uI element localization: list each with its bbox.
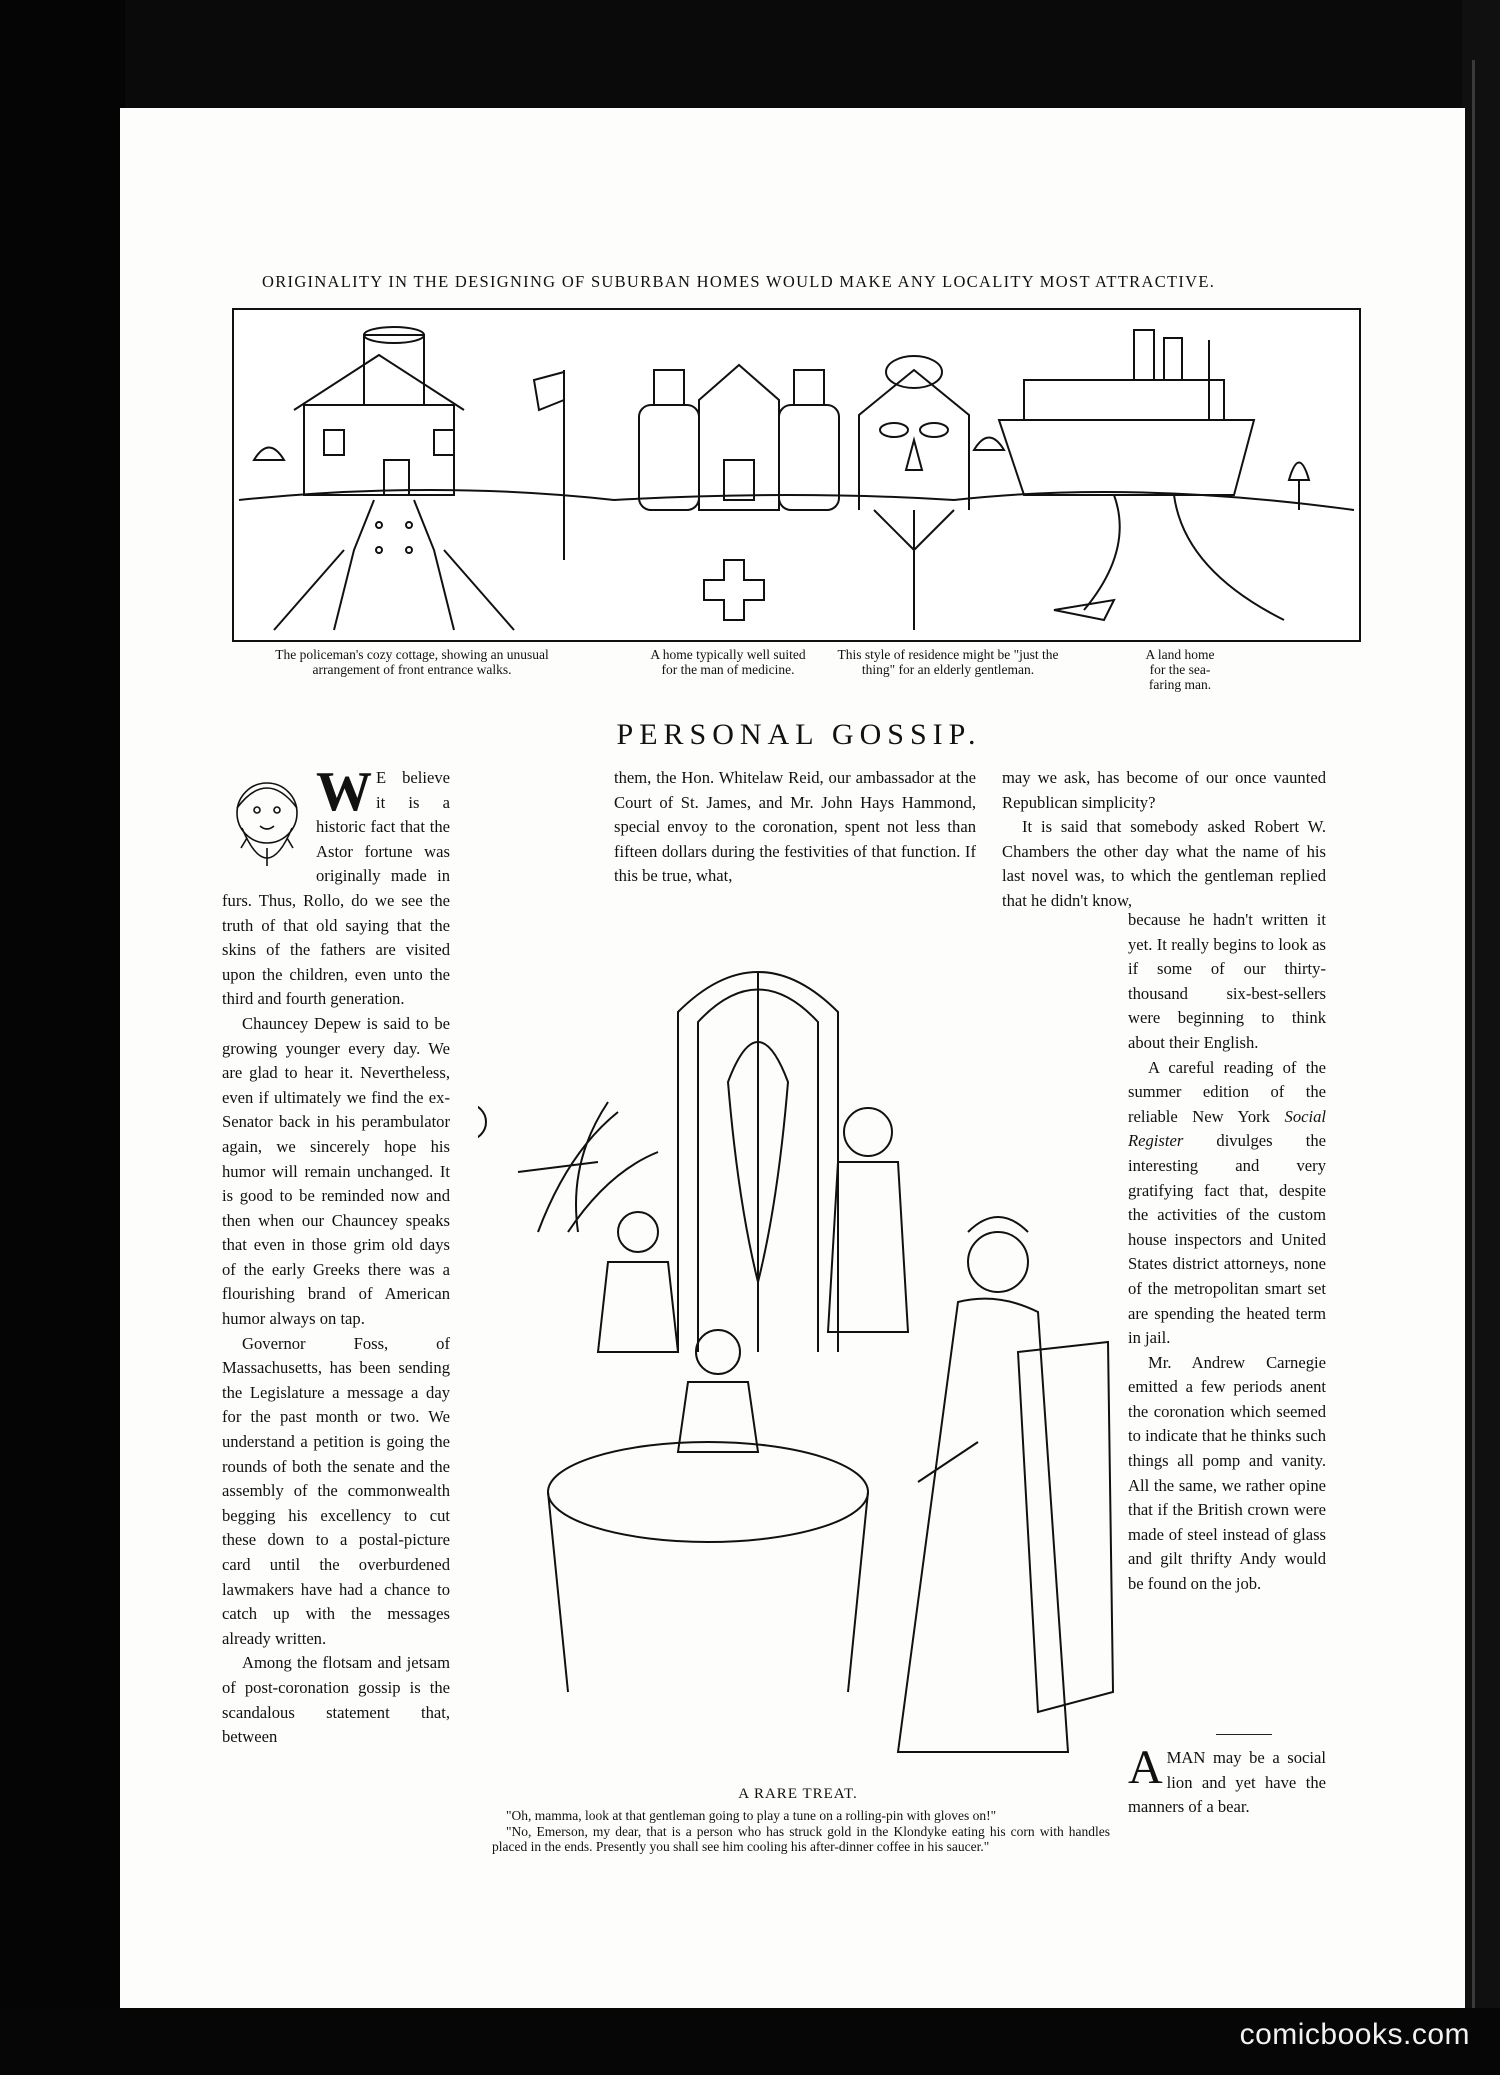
paragraph-foss: Governor Foss, of Massachusetts, has been sending the Legislature a message a day for the past month or two. We understand a petition is going the rounds of both the senate and the assembly of the commonwealth begging his excellency to cut these down to a postal-picture card until the overburdened lawmakers have had a chance to catch up with the messages already written.: [222, 1333, 450, 1648]
suburban-homes-cartoon: [232, 308, 1361, 642]
paragraph-whitelaw: them, the Hon. Whitelaw Reid, our ambassador at the Court of St. James, and Mr. John Hays Hammond, special envoy to the coronation, spent not less than fifteen dollars during the festivities of that function. If this be true, what,: [614, 768, 976, 886]
scan-left-border: [0, 0, 125, 2075]
caption-policeman: The policeman's cozy cottage, showing an unusual arrangement of front entrance walks.: [275, 647, 549, 677]
column-3-narrow: [1128, 908, 1326, 1597]
scan-spine-line: [1472, 60, 1475, 2020]
social-register-title: Social Register: [1128, 1106, 1326, 1151]
article-heading: PERSONAL GOSSIP.: [616, 718, 982, 751]
caption-line-2: "No, Emerson, my dear, that is a person who has struck gold in the Klondyke eating his corn with handles placed in the ends. Presently you shall see him cooling his after-dinner coffee in his saucer.": [492, 1823, 1110, 1854]
dropcap-w: W: [316, 761, 372, 823]
watermark: comicbooks.com: [1239, 2018, 1470, 2051]
cartoon-title: ORIGINALITY IN THE DESIGNING OF SUBURBAN HOMES WOULD MAKE ANY LOCALITY MOST ATTRACTIVE.: [262, 272, 1216, 291]
paragraph-depew: Chauncey Depew is said to be growing younger every day. We are glad to hear it. Nevertheless, even if ultimately we find the ex-Senator back in his perambulator again, we sincerely hope his humor will remain unchanged. It is good to be reminded now and then when our Chauncey speaks that even in those grim old days of the early Greeks there was a flourishing brand of American humor always on tap.: [222, 1013, 450, 1329]
paragraph-social-register: [1128, 1056, 1326, 1351]
column-3: [1002, 766, 1326, 914]
column-1: [222, 761, 450, 1750]
rare-treat-illustration: [478, 932, 1118, 1774]
section-rule: [1216, 1734, 1272, 1735]
paragraph-carnegie: Mr. Andrew Carnegie emitted a few periods anent the coronation which seemed to indicate that he thinks such things all pomp and vanity. All the same, we rather opine that if the British crown were made of steel instead of glass and gilt thrifty Andy would be found on the job.: [1128, 1352, 1326, 1594]
illustration-title: A RARE TREAT.: [738, 1786, 858, 1802]
caption-medicine: A home typically well suited for the man of medicine.: [650, 647, 806, 677]
scan-top-border: [0, 0, 1500, 110]
paragraph-social-lion: MAN may be a social lion and yet have the manners of a bear.: [1128, 1748, 1326, 1817]
social-register-text-a: A careful reading of the summer edition of the reliable New York: [1128, 1057, 1326, 1126]
caption-sea-faring: A land home for the sea-faring man.: [1145, 647, 1215, 692]
dropcap-a: A: [1128, 1741, 1163, 1794]
illustration-caption: [492, 1808, 1110, 1855]
paragraph-simplicity: may we ask, has become of our once vaunted Republican simplicity?: [1002, 768, 1326, 812]
caption-line-1: "Oh, mamma, look at that gentleman going to play a tune on a rolling-pin with gloves on!": [506, 1808, 997, 1823]
cartoon-drawing: [234, 310, 1359, 640]
social-register-text-b: divulges the interesting and very gratifying fact that, despite the activities of the custom house inspectors and United States district attorneys, none of the metropolitan smart set are spending the heated term in jail.: [1128, 1131, 1326, 1348]
column-2: [614, 766, 976, 889]
caption-elderly: This style of residence might be "just the thing" for an elderly gentleman.: [837, 647, 1059, 677]
paragraph-chambers: It is said that somebody asked Robert W. Chambers the other day what the name of his last novel was, to which the gentleman replied that he didn't know,: [1002, 817, 1326, 910]
paragraph-astor: E believe it is a historic fact that the Astor fortune was originally made in furs. Thus, Rollo, do we see the truth of that old saying that the skins of the fathers are visited upon the children, even unto the third and fourth generation.: [222, 768, 450, 1009]
scan-spine: [1462, 0, 1500, 2075]
santa-portrait-icon: [222, 768, 312, 886]
column-3-closing: [1128, 1741, 1326, 1820]
dining-scene-drawing: [478, 932, 1118, 1774]
paragraph-flotsam: Among the flotsam and jetsam of post-coronation gossip is the scandalous statement that, between: [222, 1653, 450, 1747]
paragraph-english: because he hadn't written it yet. It really begins to look as if some of our thirty-thousand six-best-sellers were beginning to think about their English.: [1128, 910, 1326, 1052]
